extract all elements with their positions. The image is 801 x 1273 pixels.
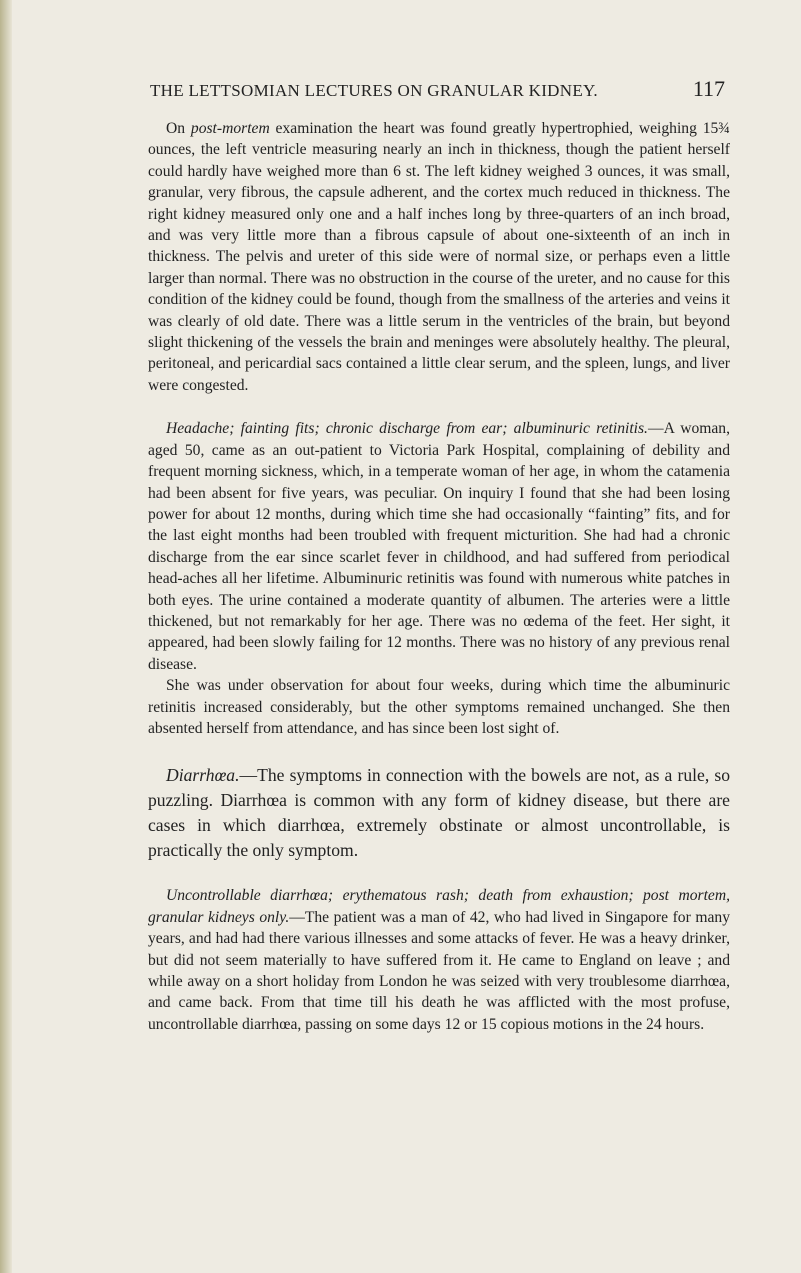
p3-text: She was under observation for about four weeks, during which time the albuminuric retinitis increased considerably, but the other symptoms remained unchanged. She then absented herself from attendance, and has since been lost sight of. [148, 677, 730, 737]
p2-text: —A woman, aged 50, came as an out-patient to Victoria Park Hospital, complaining of debility and frequent morning sickness, which, in a temperate woman of her age, in whom the catamenia had been absent for five years, was peculiar. On inquiry I found that she had been losing power for about 12 months, during which time she had occasionally “fainting” fits, and for the last eight months had been troubled with frequent micturition. She had had a chronic discharge from the ear since scarlet fever in childhood, and had suffered from periodical head-aches all her lifetime. Albuminuric retinitis was found with numerous white patches in both eyes. The urine contained a moderate quantity of albumen. The arteries were a little thickened, but not remarkably for her age. There was no œdema of the feet. Her sight, it appeared, had been slowly failing for 12 months. There was no history of any previous renal disease. [148, 420, 731, 673]
paragraph-uncontrollable-case [148, 885, 730, 1035]
paragraph-observation [148, 675, 730, 739]
p4-heading: Diarrhœa. [166, 765, 240, 786]
book-spine-shadow [0, 0, 12, 1273]
paragraph-diarrhoea [148, 763, 730, 863]
page-number: 117 [692, 76, 725, 101]
p4-text: —The symptoms in connection with the bowels are not, as a rule, so puzzling. Diarrhœa is common with any form of kidney disease, but there are cases in which diarrhœa, extremely obstinate or almost uncontrollable, is practically the only symptom. [148, 765, 730, 861]
p5-text: —The patient was a man of 42, who had lived in Singapore for many years, and had had there various illnesses and some attacks of fever. He was a heavy drinker, but did not seem materially to have suffered from it. He came to England on leave ; and while away on a short holiday from London he was seized with very troublesome diarrhœa, and came back. From that time till his death he was afflicted with the most profuse, uncontrollable diarrhœa, passing on some days 12 or 15 copious motions in the 24 hours. [148, 908, 730, 1033]
p5-heading: Uncontrollable diarrhœa; erythematous rash; death from exhaustion; post mortem, granular kidneys only. [148, 887, 730, 926]
running-header [150, 76, 725, 102]
p2-heading: Headache; fainting fits; chronic discharge from ear; albuminuric retinitis. [166, 420, 648, 438]
running-title: THE LETTSOMIAN LECTURES ON GRANULAR KIDNEY. [150, 81, 598, 100]
p1-italic: post-mortem [190, 120, 270, 137]
p1-text: examination the heart was found greatly hypertrophied, weighing 15¾ ounces, the left ventricle measuring nearly an inch in thickness, though the patient herself could hardly have weighed more than 6 st. The left kidney weighed 3 ounces, it was small, granular, very fibrous, the capsule adherent, and the cortex much reduced in thickness. The right kidney measured only one and a half inches long by three-quarters of an inch broad, and was very little more than a fibrous capsule of about one-sixteenth of an inch in thickness. The pelvis and ureter of this side were of normal size, or perhaps even a little larger than normal. There was no obstruction in the course of the ureter, and no cause for this condition of the kidney could be found, though from the smallness of the arteries and veins it was clearly of old date. There was a little serum in the ventricles of the brain, but beyond slight thickening of the vessels the brain and meninges were absolutely healthy. The pleural, peritoneal, and pericardial sacs contained a little clear serum, and the spleen, lungs, and liver were congested. [148, 120, 731, 394]
paragraph-headache-case [148, 418, 730, 675]
body-text [148, 118, 730, 1035]
p1-lead: On [166, 120, 191, 137]
paragraph-post-mortem [148, 118, 730, 396]
